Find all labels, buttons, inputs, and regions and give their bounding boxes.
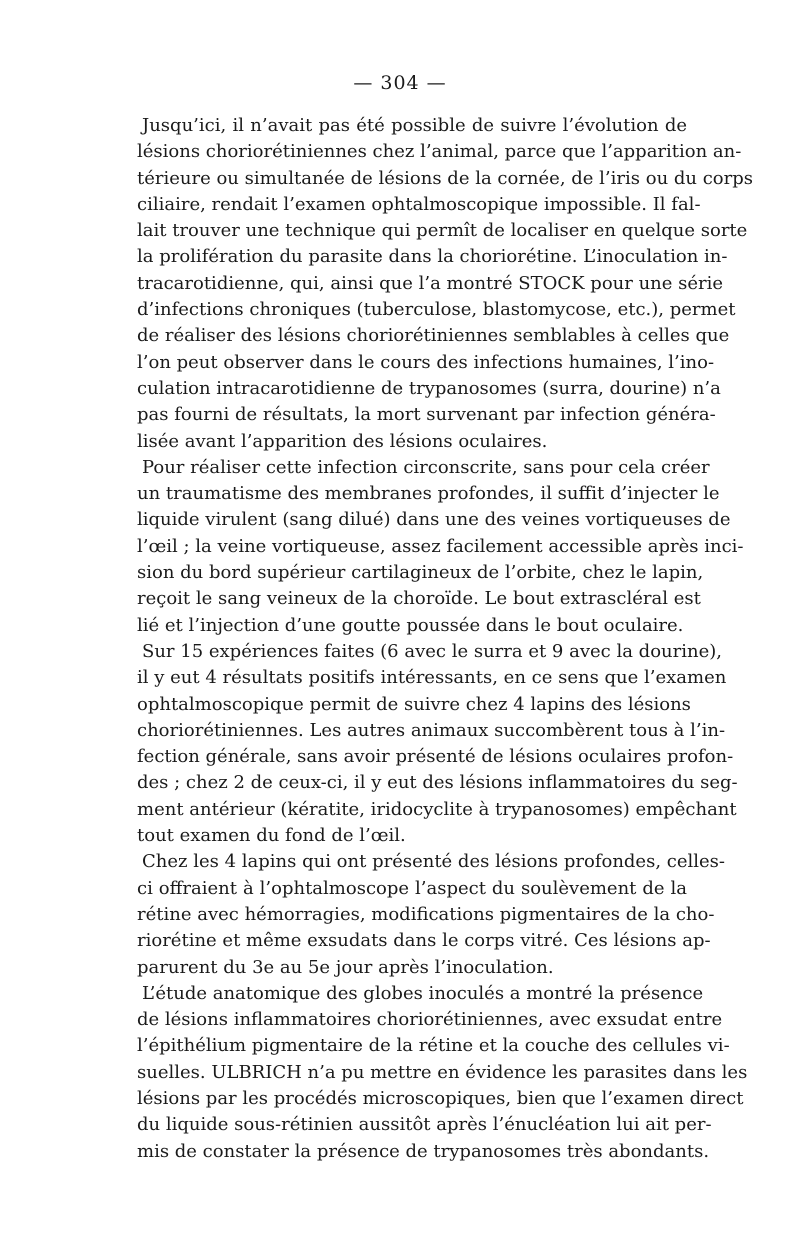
text-line: Sur 15 expériences faites (6 avec le surra et 9 avec la dourine), xyxy=(142,640,722,662)
text-line: un traumatisme des membranes profondes, il suffit d’injecter le xyxy=(137,483,720,505)
text-line: lésions choriorétiniennes chez l’animal, parce que l’apparition an- xyxy=(137,141,742,163)
text-line: l’épithélium pigmentaire de la rétine et la couche des cellules vi- xyxy=(137,1035,730,1057)
paragraph xyxy=(137,113,753,455)
text-line: l’on peut observer dans le cours des infections humaines, l’ino- xyxy=(137,351,715,373)
text-line: lisée avant l’apparition des lésions oculaires. xyxy=(137,430,548,452)
text-line: Jusqu’ici, il n’avait pas été possible de suivre l’évolution de xyxy=(142,115,687,136)
text-line: tracarotidienne, qui, ainsi que l’a montré STOCK pour une série xyxy=(137,272,724,294)
text-line: rétine avec hémorragies, modifications pigmentaires de la cho- xyxy=(137,903,715,925)
text-line: térieure ou simultanée de lésions de la cornée, de l’iris ou du corps xyxy=(137,167,753,189)
text-line: choriorétiniennes. Les autres animaux succombèrent tous à l’in- xyxy=(137,719,726,741)
text-line: mis de constater la présence de trypanosomes très abondants. xyxy=(137,1140,710,1162)
text-line: ci offraient à l’ophtalmoscope l’aspect du soulèvement de la xyxy=(137,877,687,899)
text-line: il y eut 4 résultats positifs intéressants, en ce sens que l’examen xyxy=(137,667,727,689)
text-line: d’infections chroniques (tuberculose, blastomycose, etc.), permet xyxy=(137,299,736,321)
text-line: lésions par les procédés microscopiques, bien que l’examen direct xyxy=(137,1087,744,1109)
text-line: ophtalmoscopique permit de suivre chez 4 lapins des lésions xyxy=(137,693,691,715)
body-text xyxy=(137,113,753,1165)
text-line: reçoit le sang veineux de la choroïde. Le bout extrascléral est xyxy=(137,588,701,610)
text-line: ment antérieur (kératite, iridocyclite à trypanosomes) empêchant xyxy=(137,798,737,820)
paragraph xyxy=(137,849,725,980)
text-line: tout examen du fond de l’œil. xyxy=(137,825,406,847)
text-line: liquide virulent (sang dilué) dans une des veines vortiqueuses de xyxy=(137,509,731,531)
text-line: suelles. ULBRICH n’a pu mettre en évidence les parasites dans les xyxy=(137,1061,748,1083)
text-line: parurent du 3e au 5e jour après l’inoculation. xyxy=(137,956,554,978)
text-line: de lésions inflammatoires choriorétiniennes, avec exsudat entre xyxy=(137,1009,723,1031)
page-number: — 304 — xyxy=(353,72,447,94)
text-line: lait trouver une technique qui permît de localiser en quelque sorte xyxy=(137,220,748,242)
text-line: ciliaire, rendait l’examen ophtalmoscopique impossible. Il fal- xyxy=(137,193,701,215)
text-line: l’œil ; la veine vortiqueuse, assez facilement accessible après inci- xyxy=(137,535,744,557)
text-line: la prolifération du parasite dans la choriorétine. L’inoculation in- xyxy=(137,246,728,268)
text-line: Pour réaliser cette infection circonscrite, sans pour cela créer xyxy=(142,456,710,478)
text-line: sion du bord supérieur cartilagineux de l’orbite, chez le lapin, xyxy=(137,562,704,584)
paragraph xyxy=(137,455,744,639)
text-line: fection générale, sans avoir présenté de lésions oculaires profon- xyxy=(137,746,734,768)
text-line: culation intracarotidienne de trypanosomes (surra, dourine) n’a xyxy=(137,377,721,399)
paragraph xyxy=(137,981,748,1165)
text-line: Chez les 4 lapins qui ont présenté des lésions profondes, celles- xyxy=(142,851,725,873)
text-line: pas fourni de résultats, la mort survenant par infection généra- xyxy=(137,404,716,426)
text-line: des ; chez 2 de ceux-ci, il y eut des lésions inflammatoires du seg- xyxy=(137,772,738,794)
text-line: de réaliser des lésions choriorétiniennes semblables à celles que xyxy=(137,325,730,347)
text-line: lié et l’injection d’une goutte poussée dans le bout oculaire. xyxy=(137,614,684,636)
text-line: du liquide sous-rétinien aussitôt après l’énucléation lui ait per- xyxy=(137,1114,712,1136)
text-line: riorétine et même exsudats dans le corps vitré. Ces lésions ap- xyxy=(137,930,711,952)
paragraph xyxy=(137,639,738,849)
text-line: L’étude anatomique des globes inoculés a montré la présence xyxy=(142,982,704,1004)
